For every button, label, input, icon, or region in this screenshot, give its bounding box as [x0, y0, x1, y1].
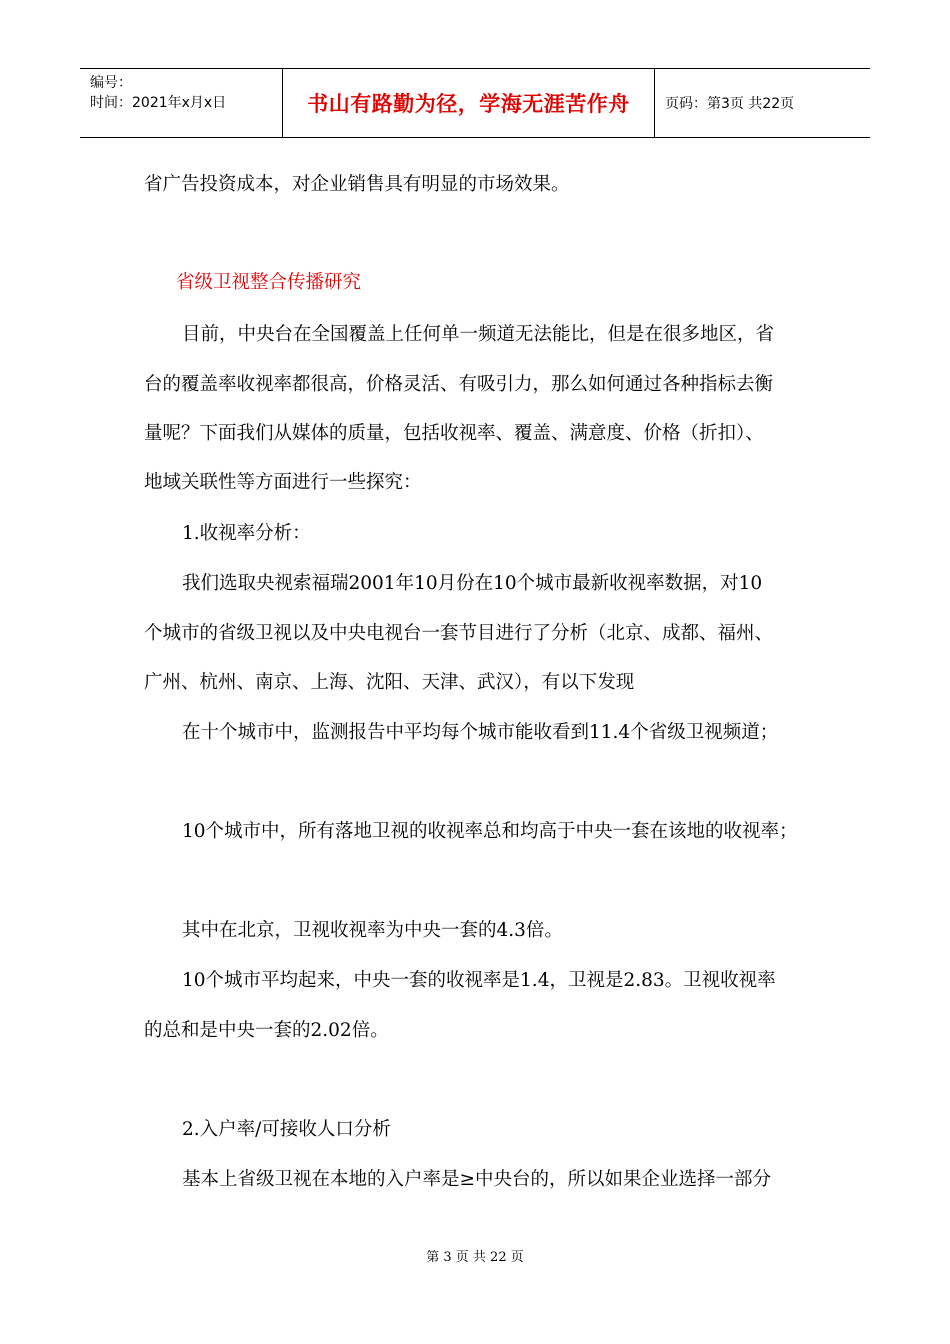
- paragraph-line: 量呢？下面我们从媒体的质量，包括收视率、覆盖、满意度、价格（折扣）、: [144, 423, 764, 444]
- section-title: 省级卫视整合传播研究: [176, 272, 362, 293]
- paragraph-line: 省广告投资成本，对企业销售具有明显的市场效果。: [144, 174, 570, 195]
- paragraph-line: 地域关联性等方面进行一些探究：: [144, 472, 422, 493]
- paragraph-line: 目前，中央台在全国覆盖上任何单一频道无法能比，但是在很多地区，省: [182, 324, 775, 345]
- paragraph-line: 的总和是中央一套的2.02倍。: [144, 1020, 389, 1041]
- header-meta: [80, 69, 283, 137]
- paragraph-line: 10个城市平均起来，中央一套的收视率是1.4，卫视是2.83。卫视收视率: [182, 970, 776, 991]
- paragraph-line: 其中在北京，卫视收视率为中央一套的4.3倍。: [182, 920, 563, 941]
- paragraph-line: 在十个城市中，监测报告中平均每个城市能收看到11.4个省级卫视频道；: [182, 722, 779, 743]
- subheading: 2.入户率/可接收人口分析: [182, 1119, 391, 1140]
- paragraph-line: 基本上省级卫视在本地的入户率是≥中央台的，所以如果企业选择一部分: [182, 1169, 772, 1190]
- page-header: [80, 68, 870, 138]
- paragraph-line: 广州、杭州、南京、上海、沈阳、天津、武汉），有以下发现: [144, 672, 635, 693]
- header-motto: 书山有路勤为径，学海无涯苦作舟: [283, 69, 655, 137]
- number-label: 编号：: [90, 75, 132, 91]
- paragraph-line: 个城市的省级卫视以及中央电视台一套节目进行了分析（北京、成都、福州、: [144, 623, 774, 644]
- time-label: 时间：2021年x月x日: [90, 95, 227, 111]
- page-footer: 第 3 页 共 22 页: [426, 1250, 524, 1265]
- subheading: 1.收视率分析：: [182, 523, 311, 544]
- paragraph-line: 我们选取央视索福瑞2001年10月份在10个城市最新收视率数据，对10: [182, 573, 763, 594]
- paragraph-line: 台的覆盖率收视率都很高，价格灵活、有吸引力，那么如何通过各种指标去衡: [144, 374, 774, 395]
- header-page-info: 页码：第3页 共22页: [665, 96, 795, 112]
- paragraph-line: 10个城市中，所有落地卫视的收视率总和均高于中央一套在该地的收视率；: [182, 821, 798, 842]
